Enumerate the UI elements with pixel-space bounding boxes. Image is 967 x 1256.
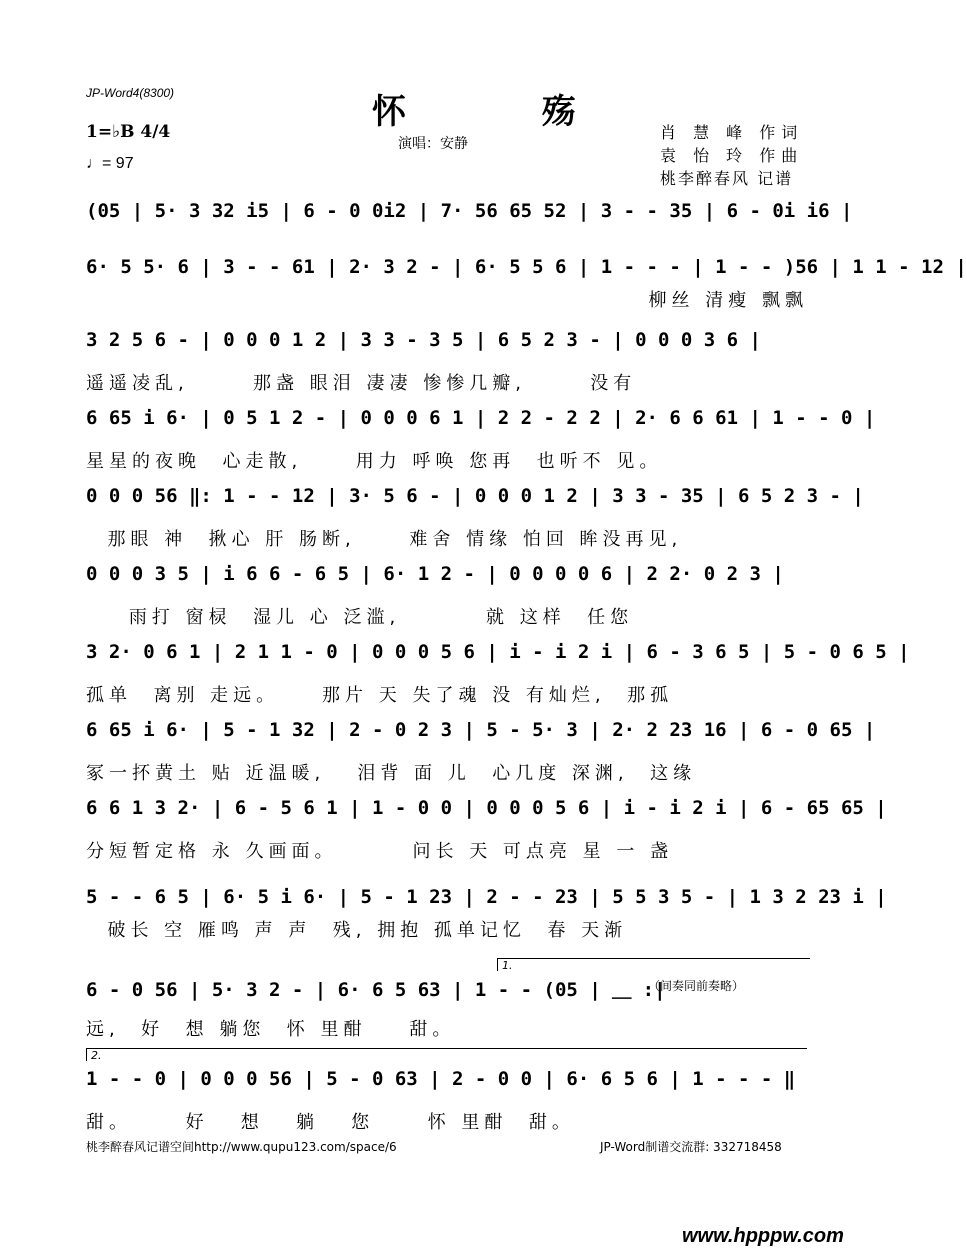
lyric-line: 孤单 离别 走远。 那片 天 失了魂 没 有灿烂, 那孤: [86, 685, 674, 706]
footer-source: 桃李醉春风记谱空间http://www.qupu123.com/space/6: [86, 1140, 397, 1154]
lyric-line: 冢一抔黄土 贴 近温暖, 泪背 面 儿 心几度 深渊, 这缘: [86, 763, 697, 784]
lyric-line: 远, 好 想 躺您 怀 里酣 甜。: [86, 1019, 456, 1040]
tempo-marking: ♩= 97: [86, 155, 134, 172]
software-label: JP-Word4(8300): [86, 86, 175, 100]
lyric-line: 那眼 神 揪心 肝 肠断, 难舍 情缘 怕回 眸没再见,: [86, 529, 683, 550]
lyricist-credit: 肖 慧 峰 作词: [660, 123, 804, 142]
notation-line: 6 - 0 56 | 5· 3 2 - | 6· 6 5 63 | 1 - - (05 | ＿ :|: [86, 979, 666, 1001]
singer-label: 演唱：安静: [398, 136, 468, 152]
notation-line: (05 | 5· 3 32 i5 | 6 - 0 0i2 | 7· 56 65 52 | 3 - - 35 | 6 - 0i i6 |: [86, 200, 853, 222]
site-watermark: www.hpppw.com: [682, 1225, 844, 1247]
transcriber-credit: 桃李醉春风 记谱: [660, 169, 794, 188]
notation-line: 1 - - 0 | 0 0 0 56 | 5 - 0 63 | 2 - 0 0 | 6· 6 5 6 | 1 - - - ‖: [86, 1068, 796, 1090]
notation-line: 6 65 i 6· | 5 - 1 32 | 2 - 0 2 3 | 5 - 5· 3 | 2· 2 23 16 | 6 - 0 65 |: [86, 719, 876, 741]
notation-line: 6 6 1 3 2· | 6 - 5 6 1 | 1 - 0 0 | 0 0 0 5 6 | i - i 2 i | 6 - 65 65 |: [86, 797, 887, 819]
lyric-line: 破长 空 雁鸣 声 声 残, 拥抱 孤单记忆 春 天渐: [86, 920, 628, 941]
notation-line: 5 - - 6 5 | 6· 5 i 6· | 5 - 1 23 | 2 - - 23 | 5 5 3 5 - | 1 3 2 23 i |: [86, 886, 887, 908]
lyric-line: 星星的夜晚 心走散, 用力 呼唤 您再 也听不 见。: [86, 451, 663, 472]
second-ending-label: 2.: [91, 1049, 102, 1062]
notation-line: 6· 5 5· 6 | 3 - - 61 | 2· 3 2 - | 6· 5 5 6 | 1 - - - | 1 - - )56 | 1 1 - 12 |: [86, 256, 967, 278]
second-ending-bracket: [86, 1048, 807, 1061]
composer-credit: 袁 怡 玲 作曲: [660, 146, 804, 165]
lyric-line: 柳丝 清瘦 飘飘: [648, 290, 808, 311]
notation-line: 3 2 5 6 - | 0 0 0 1 2 | 3 3 - 3 5 | 6 5 2 3 - | 0 0 0 3 6 |: [86, 329, 761, 351]
song-title: 怀 殇: [372, 92, 638, 132]
first-ending-bracket: [497, 958, 810, 971]
lyric-line: 遥遥凌乱, 那盏 眼泪 凄凄 惨惨几瓣, 没有: [86, 373, 637, 394]
notation-line: 6 65 i 6· | 0 5 1 2 - | 0 0 0 6 1 | 2 2 - 2 2 | 2· 6 6 61 | 1 - - 0 |: [86, 407, 876, 429]
lyric-line: 雨打 窗棂 湿儿 心 泛滥, 就 这样 任您: [86, 607, 634, 628]
first-ending-label: 1.: [502, 959, 513, 972]
notation-line: 0 0 0 3 5 | i 6 6 - 6 5 | 6· 1 2 - | 0 0 0 0 6 | 2 2· 0 2 3 |: [86, 563, 784, 585]
notation-line: 0 0 0 56 ‖: 1 - - 12 | 3· 5 6 - | 0 0 0 1 2 | 3 3 - 35 | 6 5 2 3 - |: [86, 485, 864, 507]
interlude-note: （间奏同前奏略）: [648, 979, 745, 993]
lyric-line: 分短暂定格 永 久画面。 问长 天 可点亮 星 一 盏: [86, 841, 674, 862]
lyric-line: 甜。 好 想 躺 您 怀 里酣 甜。: [86, 1112, 575, 1133]
key-signature: 1=♭B 4/4: [86, 122, 171, 142]
footer-group: JP-Word制谱交流群: 332718458: [600, 1140, 782, 1154]
notation-line: 3 2· 0 6 1 | 2 1 1 - 0 | 0 0 0 5 6 | i - i 2 i | 6 - 3 6 5 | 5 - 0 6 5 |: [86, 641, 910, 663]
